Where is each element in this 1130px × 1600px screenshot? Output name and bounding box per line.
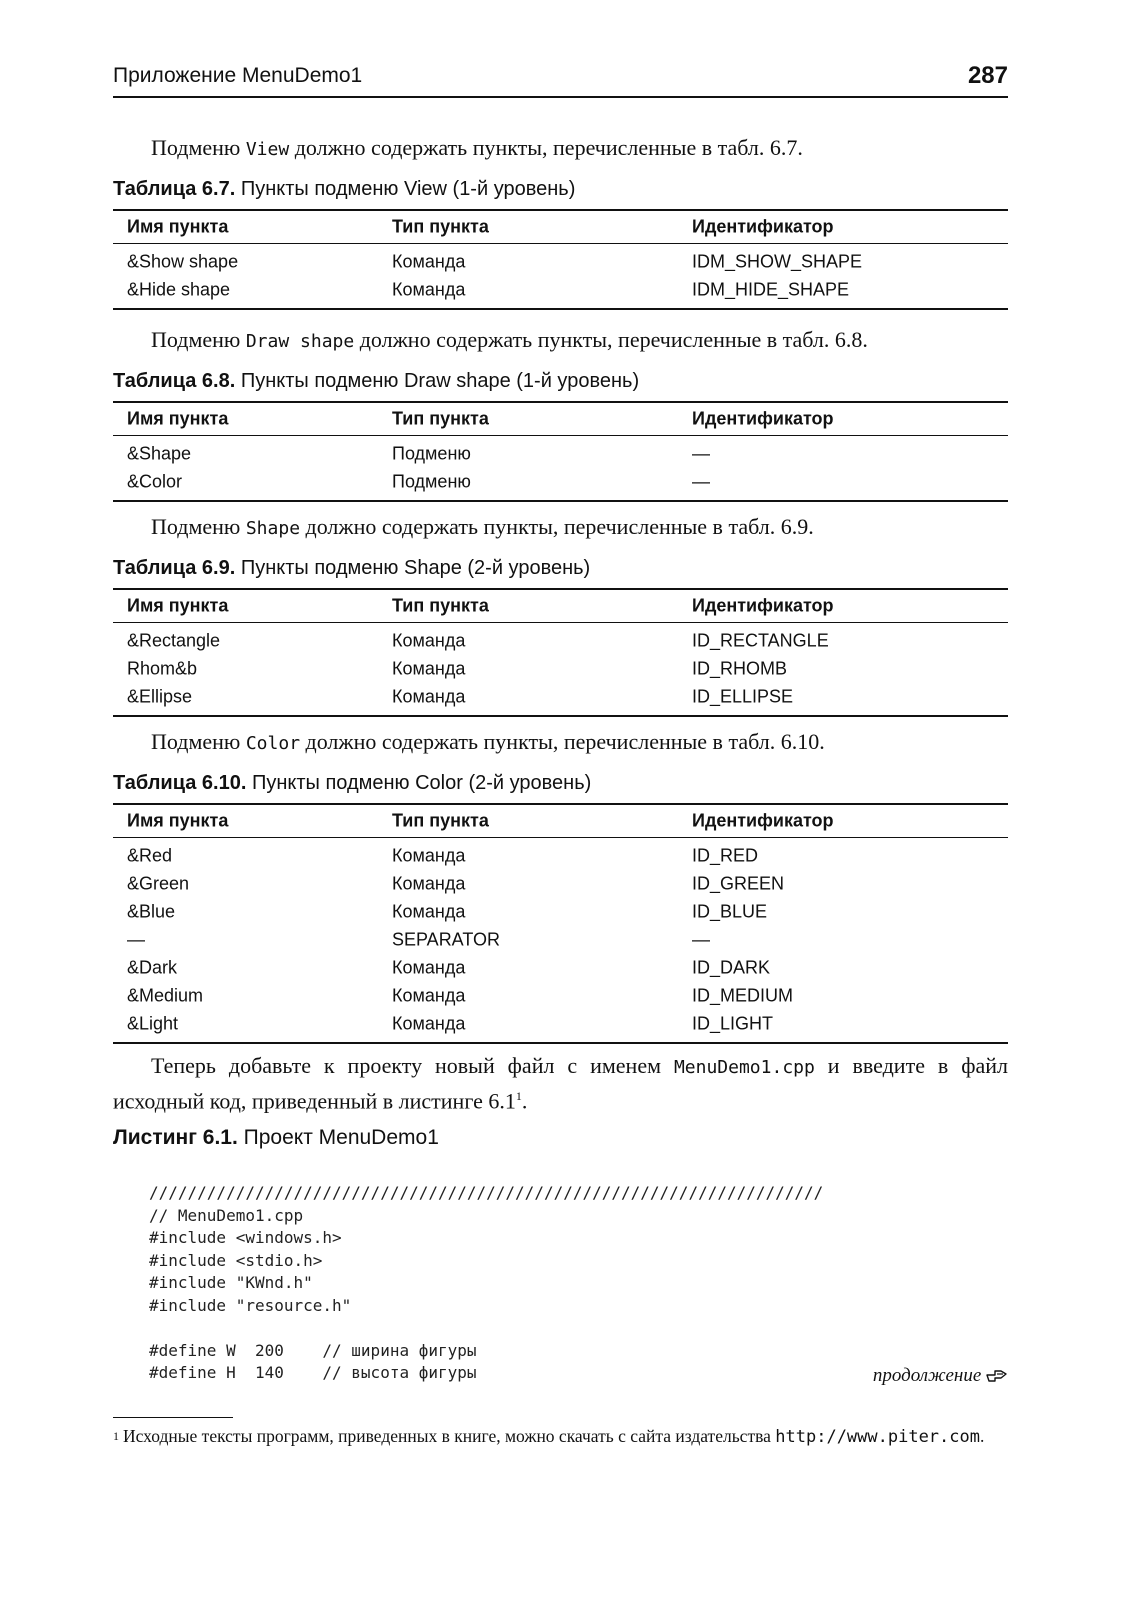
table-row [113,248,1008,276]
table-cell: Команда [392,845,466,866]
table-cell: Команда [392,901,466,922]
table-row [113,276,1008,304]
table-cell: Команда [392,957,466,978]
code-line: #define H 140 // высота фигуры [149,1363,477,1382]
table-cell: Rhom&b [127,658,198,679]
table-cell: &Blue [127,901,176,922]
table-cell: — [692,443,710,464]
table-cell: Команда [392,873,466,894]
column-header: Тип пункта [392,408,489,429]
table-row [113,468,1008,496]
table-6-9 [113,588,1008,717]
column-header: Имя пункта [127,408,229,429]
column-header: Имя пункта [127,595,229,616]
continuation-note: продолжение [873,1365,1008,1387]
code-listing [149,1182,1009,1385]
intro-paragraph-6-10: Подменю Color должно содержать пункты, перечисленные в табл. 6.10. [151,729,825,754]
listing-caption: Листинг 6.1. Проект MenuDemo1 [113,1126,439,1149]
code-line: // MenuDemo1.cpp [149,1205,304,1225]
intro-paragraph-6-9: Подменю Shape должно содержать пункты, перечисленные в табл. 6.9. [151,514,814,539]
table-cell: Команда [392,1013,466,1034]
table-cell: ID_RECTANGLE [692,630,829,651]
footnote-url-link[interactable]: http://www.piter.com [775,1427,980,1447]
table-6-7 [113,209,1008,310]
table-cell: ID_RHOMB [692,658,788,679]
table-cell: ID_ELLIPSE [692,686,794,707]
table-cell: &Hide shape [127,279,231,300]
table-cell: SEPARATOR [392,929,501,950]
table-header-row [113,403,1008,436]
pointing-hand-icon [986,1365,1008,1383]
table-header-row [113,211,1008,244]
code-line: ////////////////////////////////////////////////////////////////////// [149,1183,824,1202]
table-6-8 [113,401,1008,502]
table-row [113,655,1008,683]
column-header: Идентификатор [692,595,834,616]
code-line: #include <windows.h> [149,1228,342,1247]
column-header: Идентификатор [692,408,834,429]
column-header: Идентификатор [692,810,834,831]
code-term: Color [245,733,301,754]
table-cell: ID_MEDIUM [692,985,794,1006]
table-row [113,440,1008,468]
table-cell: Команда [392,686,466,707]
code-line [149,1317,1009,1340]
table-cell: Подменю [392,471,471,492]
page-number: 287 [967,62,1008,89]
table-cell: &Red [127,845,173,866]
code-line: #include "KWnd.h" [149,1273,313,1292]
table-cell: &Dark [127,957,178,978]
table-caption-6-7: Таблица 6.7. Пункты подменю View (1-й уровень) [113,178,576,200]
table-cell: ID_BLUE [692,901,768,922]
code-term: View [245,139,290,160]
table-cell: Команда [392,985,466,1006]
closing-paragraph: Теперь добавьте к проекту новый файл с именем MenuDemo1.cpp и введите в файл исходный код, приведенный в листинге $6.1^1$. [113,1053,1008,1114]
table-row [113,1010,1008,1038]
intro-paragraph-6-8: Подменю Draw shape должно содержать пункты, перечисленные в табл. 6.8. [151,327,868,352]
table-cell: &Light [127,1013,179,1034]
table-cell: Команда [392,630,466,651]
table-cell: IDM_HIDE_SHAPE [692,279,850,300]
table-header-row [113,805,1008,838]
table-cell: &Color [127,471,183,492]
table-caption-6-8: Таблица 6.8. Пункты подменю Draw shape (1-й уровень) [113,370,640,392]
table-cell: Команда [392,251,466,272]
table-row [113,954,1008,982]
code-term: Draw shape [245,331,355,352]
table-cell: Подменю [392,443,471,464]
table-cell: ID_RED [692,845,759,866]
table-cell: — [692,471,710,492]
table-row [113,842,1008,870]
column-header: Тип пункта [392,595,489,616]
column-header: Имя пункта [127,810,229,831]
table-cell: &Green [127,873,190,894]
table-cell: IDM_SHOW_SHAPE [692,251,863,272]
footnote-ref[interactable]: 1 [515,1089,522,1103]
table-row [113,683,1008,711]
table-cell: &Show shape [127,251,239,272]
table-6-10 [113,803,1008,1044]
column-header: Идентификатор [692,216,834,237]
table-cell: ID_GREEN [692,873,785,894]
table-cell: &Rectangle [127,630,221,651]
table-cell: ID_LIGHT [692,1013,774,1034]
table-cell: &Shape [127,443,192,464]
table-cell: &Ellipse [127,686,193,707]
table-cell: — [692,929,710,950]
code-line: #define W 200 // ширина фигуры [149,1340,477,1360]
table-cell: ID_DARK [692,957,771,978]
table-cell: &Medium [127,985,204,1006]
table-header-row [113,590,1008,623]
table-row [113,926,1008,954]
footnote-rule [113,1417,233,1418]
table-cell: Команда [392,658,466,679]
table-cell: Команда [392,279,466,300]
table-caption-6-9: Таблица 6.9. Пункты подменю Shape (2-й уровень) [113,557,591,579]
code-term: MenuDemo1.cpp [673,1057,815,1078]
column-header: Имя пункта [127,216,229,237]
intro-paragraph-6-7: Подменю View должно содержать пункты, перечисленные в табл. 6.7. [151,135,803,160]
table-cell: — [127,929,145,950]
table-row [113,627,1008,655]
column-header: Тип пункта [392,216,489,237]
code-line: #include "resource.h" [149,1295,352,1315]
code-term: Shape [245,518,301,539]
running-title: Приложение MenuDemo1 [113,64,363,87]
table-row [113,870,1008,898]
footnote: $^1$ Исходные тексты программ, приведенных в книге, можно скачать с сайта издательства http://www.piter.com. [113,1426,985,1447]
table-row [113,982,1008,1010]
code-line: #include <stdio.h> [149,1250,323,1270]
column-header: Тип пункта [392,810,489,831]
page-header [113,60,1008,98]
table-row [113,898,1008,926]
table-caption-6-10: Таблица 6.10. Пункты подменю Color (2-й уровень) [113,772,592,794]
